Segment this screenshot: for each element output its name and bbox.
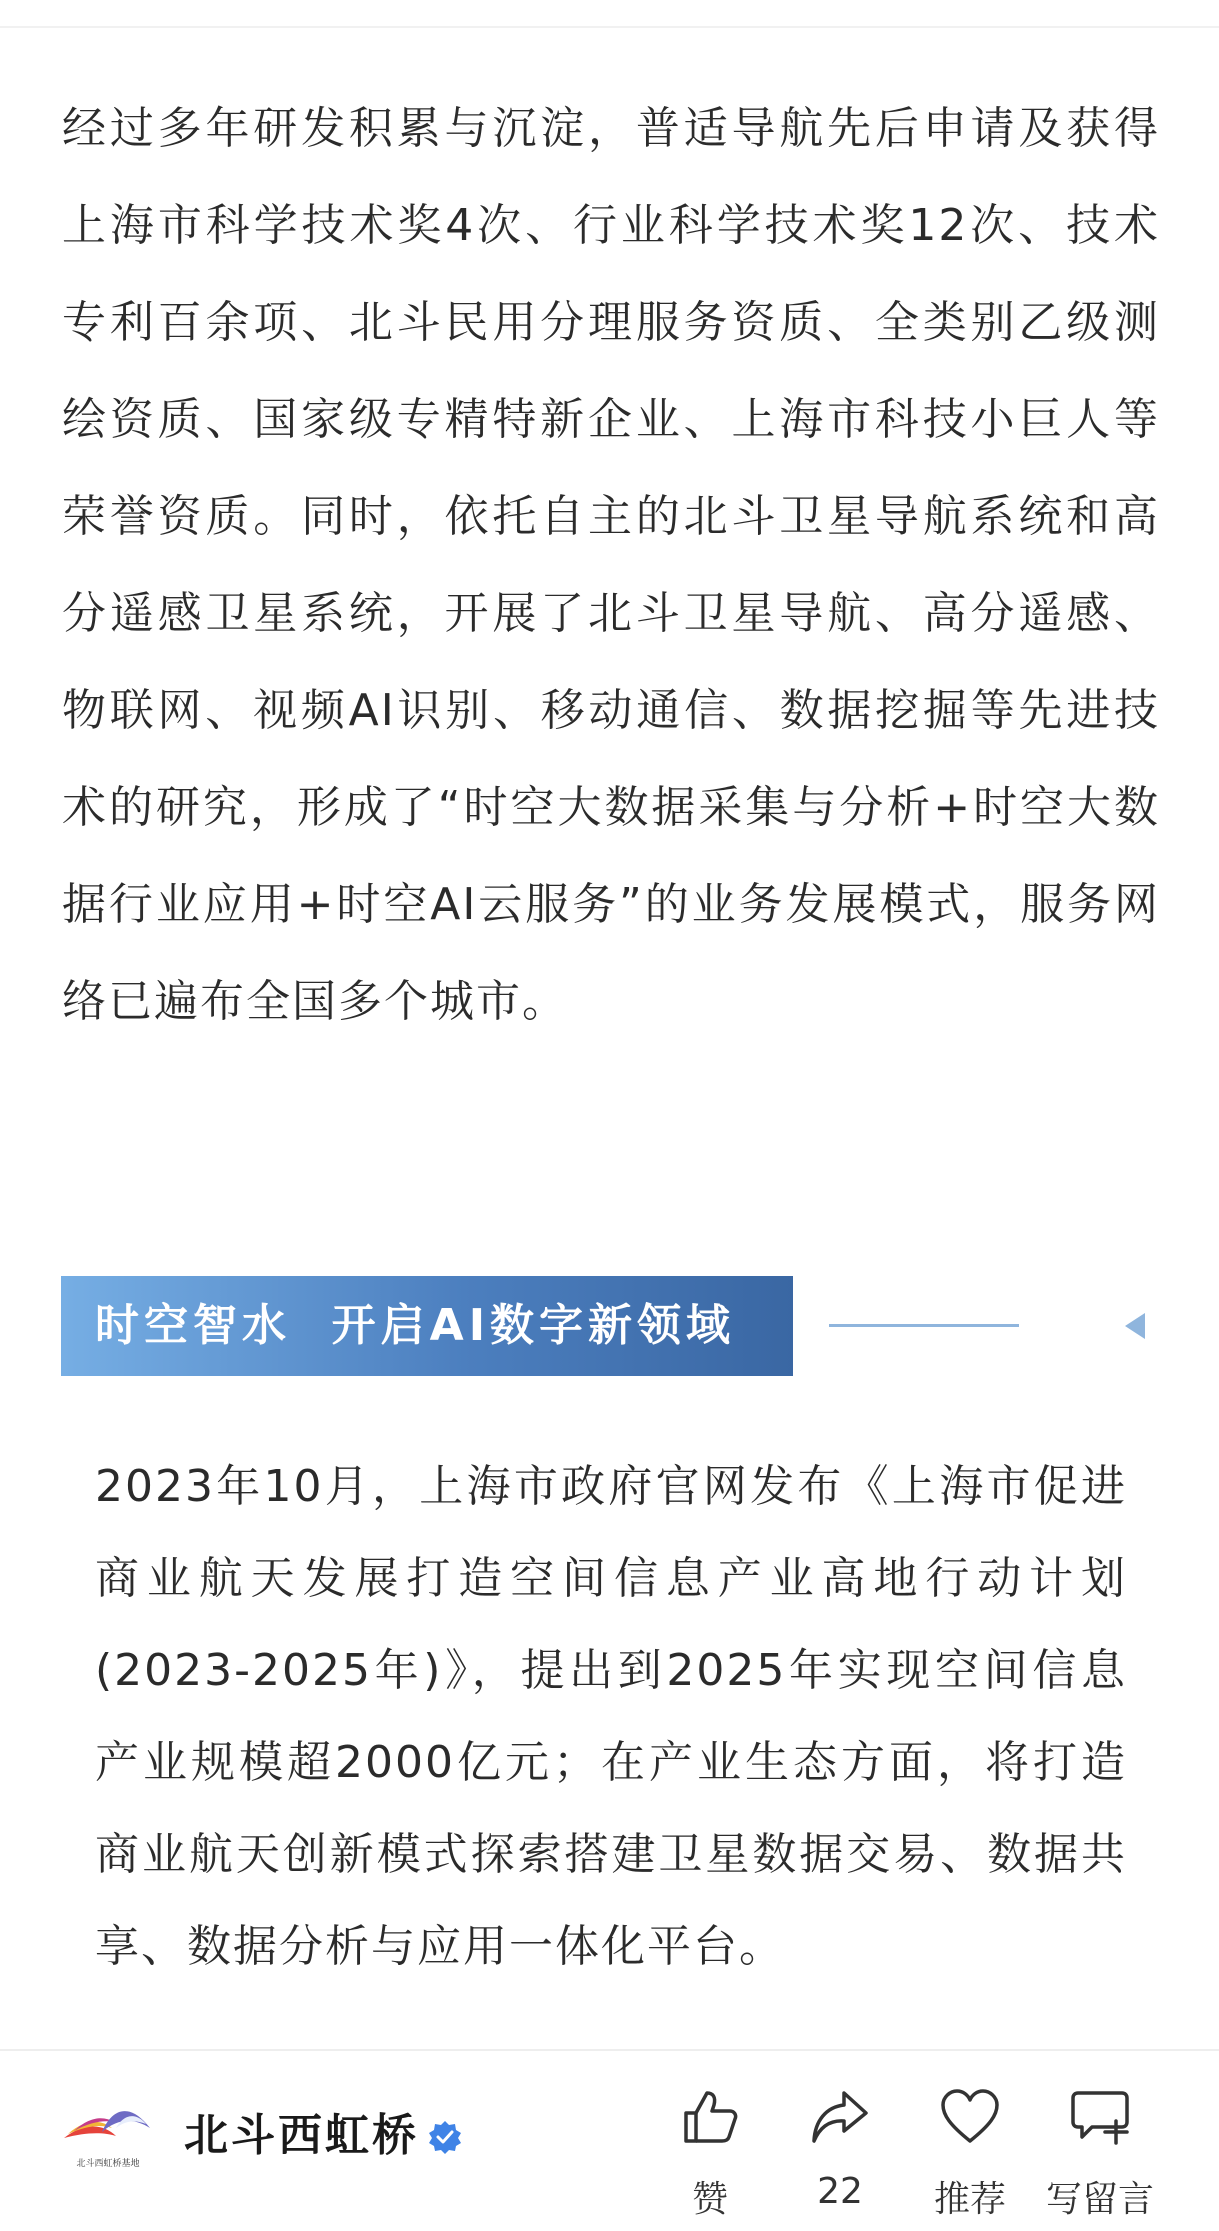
thumbs-up-icon <box>680 2087 740 2147</box>
section-title: 时空智水 开启AI数字新领域 <box>95 1300 736 1351</box>
article-paragraph-2: 2023年10月，上海市政府官网发布《上海市促进商业航天发展打造空间信息产业高地行动计划(2023-2025年)》，提出到2025年实现空间信息产业规模超2000亿元；在产业生态方面，将打造商业航天创新模式探索搭建卫星数据交易、数据共享、数据分析与应用一体化平台。 <box>95 1461 1127 1972</box>
section-divider-line <box>829 1324 1019 1327</box>
recommend-button[interactable] <box>905 2087 1025 2227</box>
triangle-left-icon <box>1125 1313 1145 1339</box>
share-button[interactable] <box>775 2087 895 2227</box>
account-logo-icon <box>60 2094 156 2154</box>
top-divider <box>0 26 1219 28</box>
recommend-label: 推荐 <box>933 2179 1006 2220</box>
like-button[interactable] <box>645 2087 765 2227</box>
section-header <box>61 1276 1159 1376</box>
heart-icon <box>940 2087 1000 2147</box>
write-comment-button[interactable] <box>1035 2087 1155 2227</box>
article-paragraph-1: 经过多年研发积累与沉淀，普适导航先后申请及获得上海市科学技术奖4次、行业科学技术奖12次、技术专利百余项、北斗民用分理服务资质、全类别乙级测绘资质、国家级专精特新企业、上海市科技小巨人等荣誉资质。同时，依托自主的北斗卫星导航系统和高分遥感卫星系统，开展了北斗卫星导航、高分遥感、物联网、视频AI识别、移动通信、数据挖掘等先进技术的研究，形成了“时空大数据采集与分析+时空大数据行业应用+时空AI云服务”的业务发展模式，服务网络已遍布全国多个城市。 <box>62 103 1160 1027</box>
account-logo[interactable] <box>60 2094 156 2169</box>
share-count: 22 <box>817 2171 863 2212</box>
account-name[interactable]: 北斗西虹桥 <box>184 2110 419 2161</box>
comment-add-icon <box>1070 2087 1130 2147</box>
account-logo-text: 北斗西虹桥基地 <box>76 2159 140 2169</box>
verified-badge-icon <box>428 2120 462 2154</box>
like-label: 赞 <box>691 2179 728 2220</box>
section-title-bar <box>61 1276 793 1376</box>
bottom-action-bar <box>0 2051 1219 2231</box>
write-comment-label: 写留言 <box>1045 2179 1154 2220</box>
share-arrow-icon <box>810 2087 870 2147</box>
